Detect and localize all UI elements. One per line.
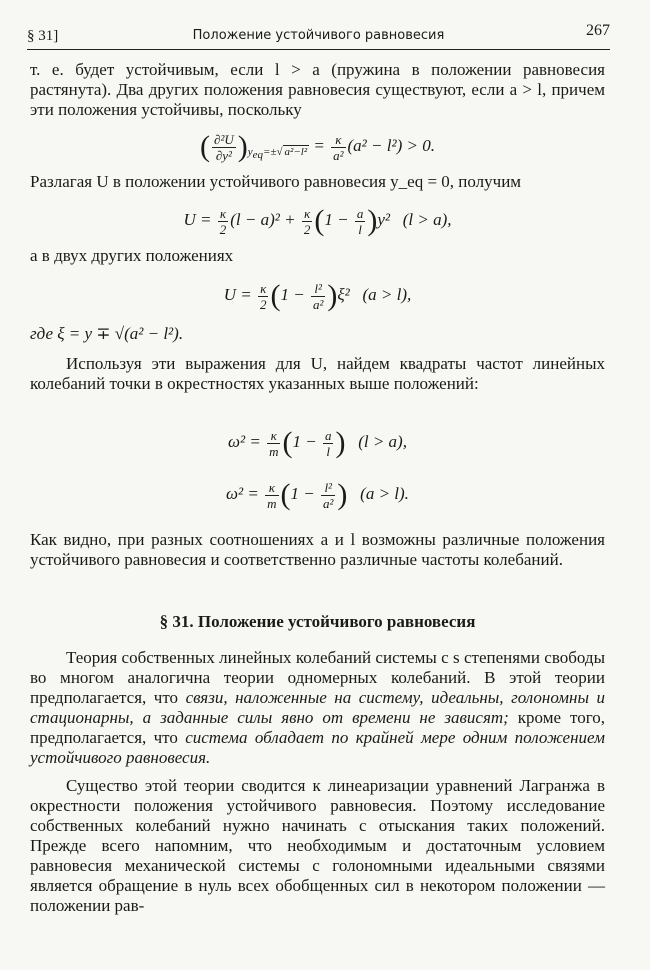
formula-5: ω² = $\frac{\kappa}{m}$ (1 − $\frac{\text{l²}}{\text{a²}}$ ) (a > l). bbox=[226, 478, 409, 512]
formula-2: U = $\frac{\kappa}{2}$ (l − a)² + $\frac{\kappa}{2}$ (1 − $\frac{a}{l}$ )y² (l > a), bbox=[183, 204, 452, 238]
paragraph-7 bbox=[30, 648, 605, 768]
paragraph-7-text-2: кроме того, предполагается, что bbox=[30, 708, 605, 747]
page-body bbox=[30, 60, 605, 916]
running-title: Положение устойчивого равновесия bbox=[192, 28, 445, 43]
paragraph-6: Как видно, при разных соотношениях a и l возможны различные положения устойчивого равновесия и соответственно различные частоты колебаний. bbox=[30, 530, 605, 569]
paragraph-5: Используя эти выражения для U, найдем квадраты частот линейных колебаний точки в окрестностях указанных выше положений: bbox=[30, 354, 605, 393]
paragraph-1: т. е. будет устойчивым, если l > a (пружина в положении равновесия растянута). Два других положения равновесия существуют, если a > l, причем эти положения устойчивы, поскольку bbox=[30, 60, 605, 119]
paragraph-7-italic-1: связи, наложенные на систему, идеальны, голономны и стационарны, а заданные силы явно от времени не зависят; bbox=[30, 688, 605, 727]
formula-1: ( $\frac{\text{∂²U}}{\text{∂y²}}$ )$_{y_{eq}=\pm√ a^2-l^2}$ = $\frac{\kappa}{\text{a²}}$ (a² − l²) > 0. bbox=[200, 130, 435, 164]
paragraph-2: Разлагая U в положении устойчивого равновесия y_eq = 0, получим bbox=[30, 172, 522, 191]
formula-4: ω² = $\frac{\kappa}{m}$ (1 − $\frac{a}{l}$ ) (l > a), bbox=[228, 426, 407, 460]
paragraph-7-text-1: Теория собственных линейных колебаний системы с s степенями свободы во многом аналогична теории одномерных колебаний. В этой теории предполагается, что bbox=[30, 648, 605, 707]
formula-3: U = $\frac{\kappa}{2}$ (1 − $\frac{\text{l²}}{\text{a²}}$ )ξ² (a > l), bbox=[223, 279, 412, 313]
section-ref: § 31] bbox=[27, 28, 59, 44]
paragraph-7-italic-2: система обладает по крайней мере одним положением устойчивого равновесия. bbox=[30, 728, 605, 767]
header-rule bbox=[27, 49, 610, 50]
section-heading: § 31. Положение устойчивого равновесия bbox=[159, 612, 476, 631]
page-header bbox=[27, 22, 610, 44]
page-number: 267 bbox=[586, 22, 610, 39]
paragraph-3: а в двух других положениях bbox=[30, 246, 234, 265]
paragraph-8: Существо этой теории сводится к линеаризации уравнений Лагранжа в окрестности положения устойчивого равновесия. Поэтому исследование собственных колебаний нужно начинать с отыскания таких положений. Прежде всего напомним, что необходимым и достаточным условием равновесия механической системы с голономными идеальными связями является обращение в нуль всех обобщенных сил в некотором положении — положении рав- bbox=[30, 776, 605, 915]
paragraph-4: где ξ = y ∓ √(a² − l²). bbox=[30, 324, 184, 343]
